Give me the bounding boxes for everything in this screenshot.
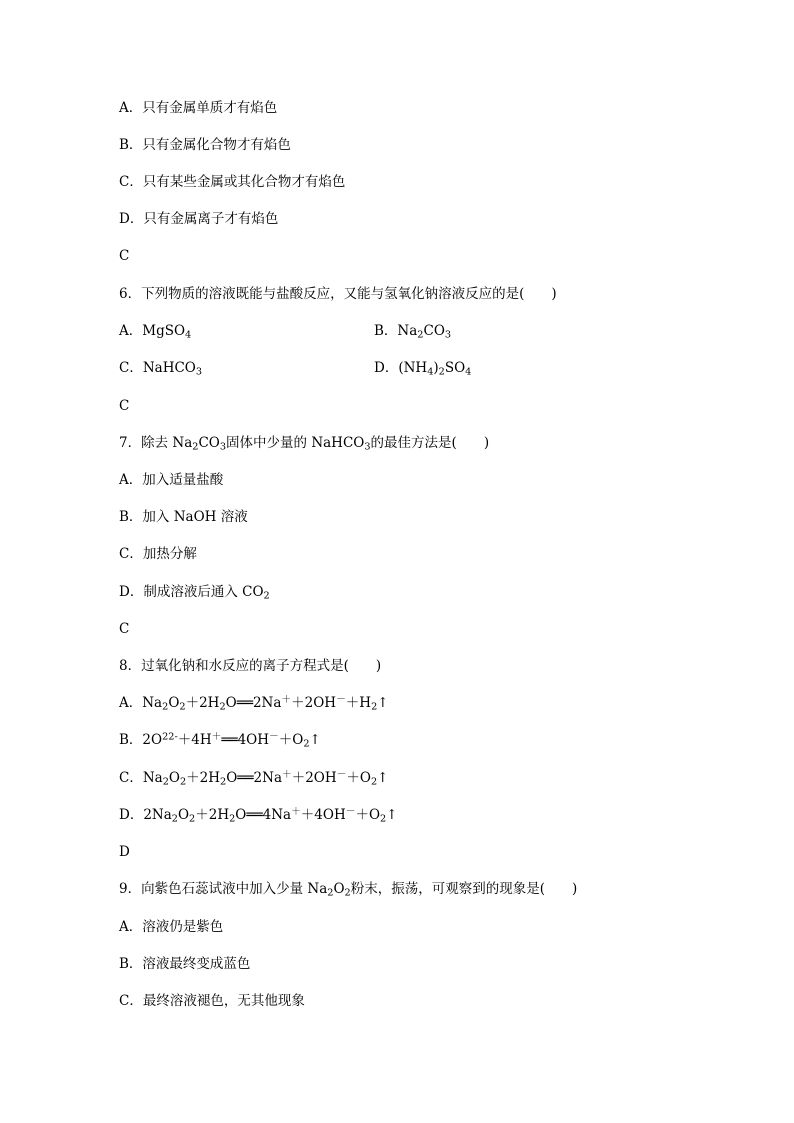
q8-stem: 8．过氧化钠和水反应的离子方程式是( ) [119,658,382,674]
q8-option-b: B．$2O^{22-}+4H^+══4OH^-+O_2↑$ [119,731,321,750]
q7-option-d-text: D．制成溶液后通入 CO [119,584,264,600]
q6-option-d: D．$(NH_4)_2SO_4$ [374,360,472,378]
q7-answer: C [119,621,130,637]
q9-option-b: B．溶液最终变成蓝色 [119,956,251,972]
q9-stem: 9．向紫色石蕊试液中加入少量 $Na_2O_2$粉末，振荡，可观察到的现象是( ) [119,881,578,899]
q7-option-b: B．加入 NaOH 溶液 [119,509,248,525]
q7-option-a: A．加入适量盐酸 [119,472,224,488]
q5-option-d: D．只有金属离子才有焰色 [119,211,279,227]
q8-option-c: C．$Na_2O_2+2H_2O══2Na^++2OH^-+O_2↑$ [119,769,389,788]
q7-stem-post: 的最佳方法是( ) [370,435,490,451]
q9-stem-pre: 9．向紫色石蕊试液中加入少量 Na [119,881,328,897]
q7-option-c: C．加热分解 [119,546,197,562]
q6-option-b: B．$Na_2CO_3$ [374,323,452,341]
q5-option-a: A．只有金属单质才有焰色 [119,100,278,116]
q5-option-c: C．只有某些金属或其化合物才有焰色 [119,174,346,190]
q9-stem-post: 粉末，振荡，可观察到的现象是( ) [350,881,578,897]
q6-option-a: A．MgSO$_4$ [119,323,192,341]
q7-option-d: D．制成溶液后通入 $CO_2$ [119,584,270,602]
q9-option-a: A．溶液仍是紫色 [119,919,224,935]
q6-option-c: C．NaHCO$_3$ [119,360,203,378]
q5-option-b: B．只有金属化合物才有焰色 [119,137,291,153]
q8-answer: D [119,844,130,860]
q9-option-c: C．最终溶液褪色，无其他现象 [119,993,305,1009]
q8-option-a: A．$Na_2O_2+2H_2O══2Na^++2OH^-+H_2↑$ [119,694,389,713]
q6-answer: C [119,398,130,414]
q8-option-d: D．$2Na_2O_2+2H_2O══4Na^++4OH^-+O_2↑$ [119,806,398,825]
q7-stem-mid: 固体中少量的 NaHCO [226,435,365,451]
q6-stem: 6．下列物质的溶液既能与盐酸反应，又能与氢氧化钠溶液反应的是( ) [119,286,557,302]
q7-stem: 7．除去 $Na_2CO_3$固体中少量的 NaHCO$_3$的最佳方法是( ) [119,435,490,453]
q5-answer: C [119,248,130,264]
q7-stem-pre: 7．除去 Na [119,435,193,451]
